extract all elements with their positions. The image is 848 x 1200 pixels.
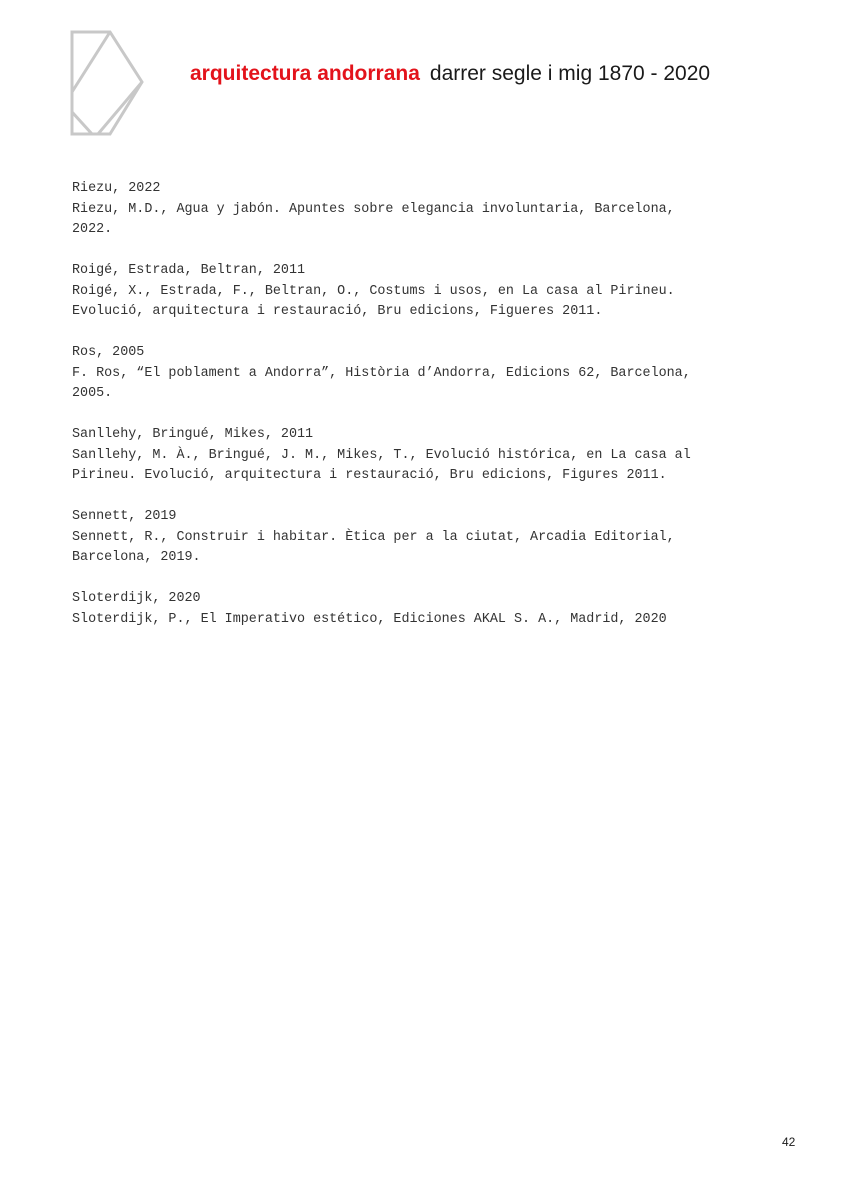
entry-key: Ros, 2005 — [72, 345, 145, 360]
bibliography-entry — [72, 179, 812, 241]
geometric-outline-logo-icon — [70, 30, 144, 136]
entry-citation: Sloterdijk, P., El Imperativo estético, Ediciones AKAL S. A., Madrid, 2020 — [72, 611, 667, 627]
entry-key: Riezu, 2022 — [72, 181, 161, 196]
entry-key: Sanllehy, Bringué, Mikes, 2011 — [72, 427, 314, 442]
entry-citation: Sennett, R., Construir i habitar. Ètica per a la ciutat, Arcadia Editorial, Barcelona, 2019. — [72, 529, 675, 565]
bibliography-entry — [72, 261, 812, 323]
entry-citation: F. Ros, “El poblament a Andorra”, Història d’Andorra, Edicions 62, Barcelona, 2005. — [72, 365, 691, 401]
bibliography-entry — [72, 425, 812, 487]
entry-key: Roigé, Estrada, Beltran, 2011 — [72, 263, 306, 278]
entry-key: Sennett, 2019 — [72, 509, 177, 524]
entry-key: Sloterdijk, 2020 — [72, 591, 201, 606]
page-header-title — [190, 60, 710, 88]
header-subtitle: darrer segle i mig 1870 - 2020 — [429, 62, 711, 85]
header-brand: arquitectura andorrana — [190, 62, 420, 85]
bibliography-entry — [72, 589, 812, 630]
entry-citation: Riezu, M.D., Agua y jabón. Apuntes sobre elegancia involuntaria, Barcelona, 2022. — [72, 201, 675, 237]
page-number: 42 — [782, 1135, 796, 1149]
entry-citation: Roigé, X., Estrada, F., Beltran, O., Costums i usos, en La casa al Pirineu. Evolució, arquitectura i restauració, Bru edicions, Figueres 2011. — [72, 283, 675, 319]
bibliography-list — [72, 179, 812, 651]
entry-citation: Sanllehy, M. À., Bringué, J. M., Mikes, T., Evolució histórica, en La casa al Pirineu. Evolució, arquitectura i restauració, Bru edicions, Figures 2011. — [72, 447, 691, 483]
bibliography-entry — [72, 343, 812, 405]
bibliography-entry — [72, 507, 812, 569]
